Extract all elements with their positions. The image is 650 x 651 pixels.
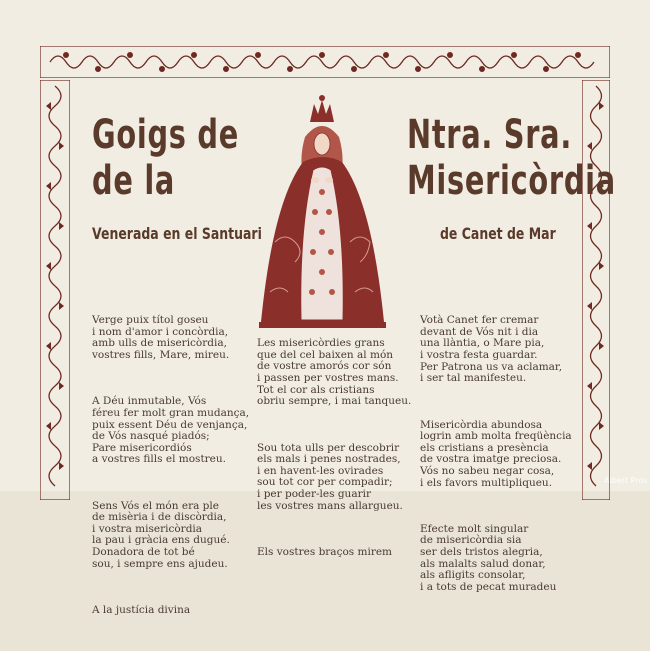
- stanza: Els vostres braços mirem: [257, 545, 393, 558]
- title-left-line1: Goigs de: [92, 112, 239, 158]
- verse-column-right: [420, 292, 572, 628]
- subtitle-left: Venerada en el Santuari: [92, 224, 262, 243]
- ornamental-border-left: [40, 80, 70, 500]
- verse-column-middle: [257, 315, 411, 593]
- stanza: A Déu inmutable, Vós féreu fer molt gran mudança, puix essent Déu de venjança, de Vós nasqué piadós; Pare misericordiós a vostres fills el mostreu.: [92, 395, 250, 466]
- verse-column-left: [92, 292, 249, 651]
- title-left-line2: de la: [92, 158, 176, 204]
- subtitle-right: de Canet de Mar: [440, 224, 556, 243]
- stanza: Sou tota ulls per descobrir els mals i penes nostrades, i en havent-les ovirades sou tot cor per compadir; i per poder-les guarir les vostres mans allargueu.: [257, 441, 403, 512]
- photo-watermark: Albert Pros: [604, 476, 648, 485]
- virgin-mary-illustration: [255, 92, 390, 332]
- stanza: A la justícia divina: [92, 604, 191, 617]
- stanza: Verge puix títol goseu i nom d'amor i concòrdia, amb ulls de misericòrdia, vostres fills, Mare, mireu.: [92, 314, 230, 361]
- stanza: Les misericòrdies grans que del cel baixen al món de vostre amorós cor són i passen per vostres mans. Tot el cor als cristians obriu sempre, i mai tanqueu.: [257, 337, 412, 408]
- stanza: Sens Vós el món era ple de misèria i de discòrdia, i vostra misericòrdia la pau i gràcia ens dugué. Donadora de tot bé sou, i sempre ens ajudeu.: [92, 499, 230, 570]
- stanza: Misericòrdia abundosa logrin amb molta freqüència els cristians a presència de vostra imatge preciosa. Vós no sabeu negar cosa, i els favors multipliqueu.: [420, 418, 572, 489]
- stanza: Votà Canet fer cremar devant de Vós nit i dia una llàntia, o Mare pia, i vostra festa guardar. Per Patrona us va aclamar, i ser tal manifesteu.: [420, 314, 563, 385]
- ornamental-border-right: [582, 80, 610, 500]
- ornamental-border-top: [40, 46, 610, 78]
- title-right-line2: Misericòrdia: [407, 158, 616, 204]
- stanza: Efecte molt singular de misericòrdia sia ser dels tristos alegria, als malalts salud donar, als afligits consolar, i a tots de pecat muradeu: [420, 522, 557, 593]
- title-right-line1: Ntra. Sra.: [407, 112, 573, 158]
